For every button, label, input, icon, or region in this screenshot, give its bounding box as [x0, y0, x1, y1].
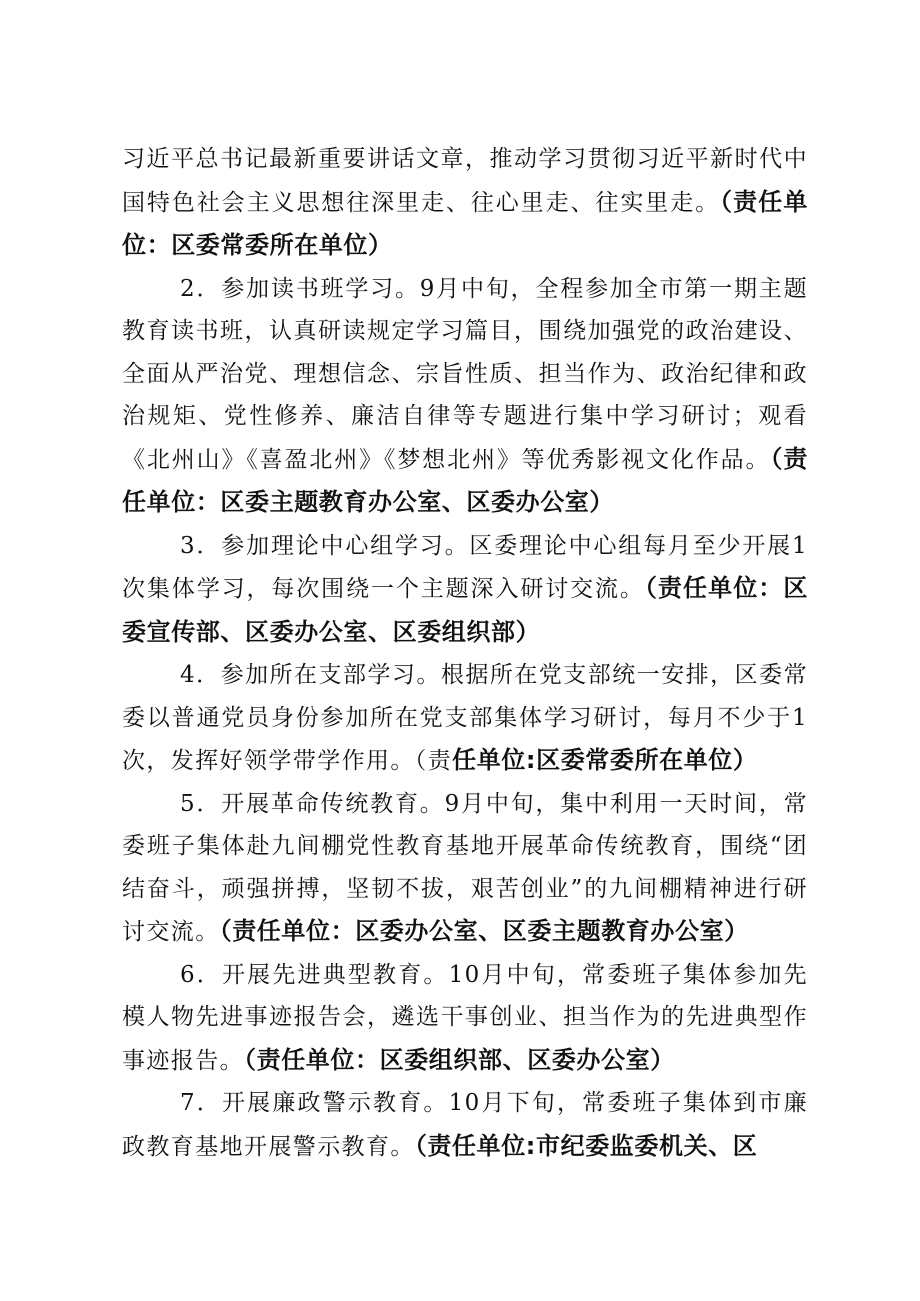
paragraph-text: 5．开展革命传统教育。9月中旬，集中利用一天时间，常委班子集体赴九间棚党性教育基地开展革命传统教育，围绕“团结奋斗，顽强拼搏，坚韧不拔，艰苦创业”的九间棚精神进行研讨交流。	[122, 790, 808, 945]
responsibility-note: （责任单位：区委常委所在单位）	[122, 187, 808, 259]
paragraph-6	[122, 954, 808, 1083]
paragraph-2	[122, 268, 808, 525]
paragraph-4	[122, 654, 808, 783]
paragraph-7	[122, 1082, 808, 1168]
paragraph-text: 习近平总书记最新重要讲话文章，推动学习贯彻习近平新时代中国特色社会主义思想往深里走、往心里走、往实里走。	[122, 146, 808, 216]
responsibility-note: （责任单位：区委办公室、区委主题教育办公室）	[219, 917, 749, 945]
responsibility-note: 任单位:区委常委所在单位）	[452, 746, 758, 774]
paragraph-text: 4．参加所在支部学习。根据所在党支部统一安排，区委常委以普通党员身份参加所在党支部集体学习研讨，每月不少于1次，发挥好领学带学作用。（责	[122, 662, 808, 774]
responsibility-note: （责任单位:市纪委监委机关、区	[414, 1131, 758, 1160]
responsibility-note: （责任单位：区委宣传部、区委办公室、区委组织部）	[122, 574, 809, 646]
paragraph-1	[122, 138, 808, 268]
paragraph-text: 2．参加读书班学习。9月中旬，全程参加全市第一期主题教育读书班，认真研读规定学习篇目，围绕加强党的政治建设、全面从严治党、理想信念、宗旨性质、担当作为、政治纪律和政治规矩、党性修养、廉洁自律等专题进行集中学习研讨；观看《北州山》《喜盈北州》《梦想北州》等优秀影视文化作品。	[122, 275, 808, 473]
paragraph-text: 7．开展廉政警示教育。10月下旬，常委班子集体到市廉政教育基地开展警示教育。	[122, 1090, 808, 1160]
responsibility-note: （责任单位：区委组织部、区委办公室）	[244, 1045, 675, 1074]
paragraph-text: 6．开展先进典型教育。10月中旬，常委班子集体参加先模人物先进事迹报告会，遴选干事创业、担当作为的先进典型作事迹报告。	[122, 961, 808, 1074]
paragraph-5	[122, 783, 808, 954]
paragraph-text: 3．参加理论中心组学习。区委理论中心组每月至少开展1次集体学习，每次围绕一个主题深入研讨交流。	[122, 532, 808, 602]
responsibility-note: （责任单位：区委主题教育办公室、区委办公室）	[122, 444, 808, 516]
paragraph-3	[122, 525, 808, 655]
